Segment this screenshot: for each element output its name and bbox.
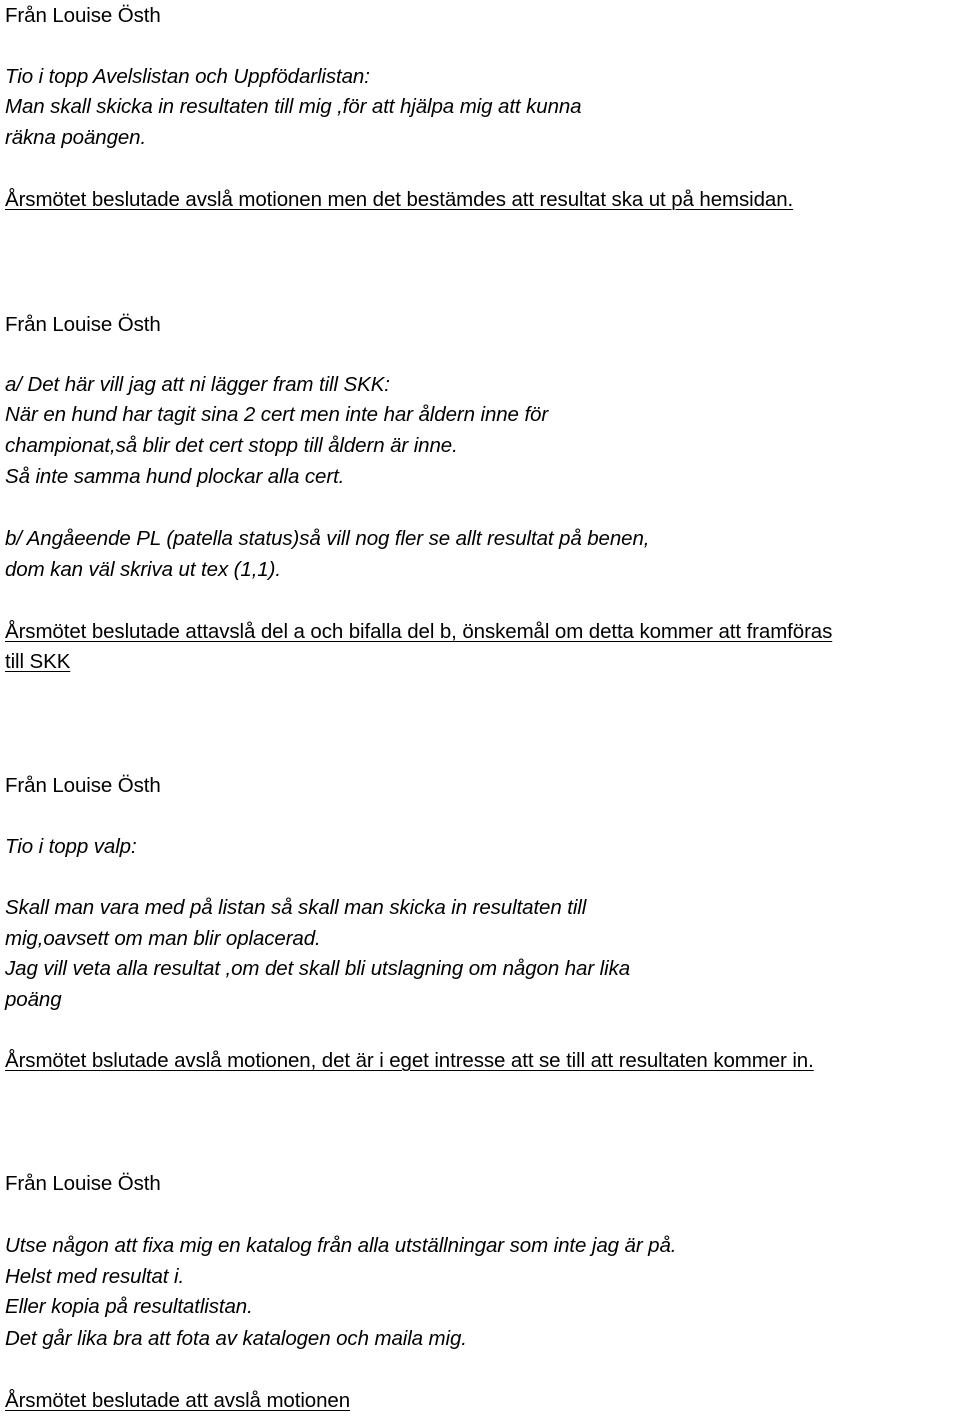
section-4-from: Från Louise Östh: [5, 1172, 161, 1195]
section-1-decision: Årsmötet beslutade avslå motionen men det bestämdes att resultat ska ut på hemsidan.: [5, 188, 794, 211]
section-2-line-1: a/ Det här vill jag att ni lägger fram till SKK:: [5, 373, 390, 396]
section-4-line-2: Helst med resultat i.: [5, 1265, 185, 1288]
section-2-line-3: championat,så blir det cert stopp till åldern är inne.: [5, 434, 458, 457]
section-4-decision: Årsmötet beslutade att avslå motionen: [5, 1389, 350, 1412]
section-3-line-1: Tio i topp valp:: [5, 835, 137, 858]
section-4-line-3: Eller kopia på resultatlistan.: [5, 1295, 253, 1318]
section-2-line-6: dom kan väl skriva ut tex (1,1).: [5, 558, 281, 581]
section-1-line-1: Tio i topp Avelslistan och Uppfödarlistan:: [5, 65, 370, 88]
section-4-line-1: Utse någon att fixa mig en katalog från alla utställningar som inte jag är på.: [5, 1234, 677, 1257]
section-2-from: Från Louise Östh: [5, 313, 161, 336]
section-3-line-2: Skall man vara med på listan så skall man skicka in resultaten till: [5, 896, 587, 919]
section-3-line-4: Jag vill veta alla resultat ,om det skall bli utslagning om någon har lika: [5, 957, 631, 980]
section-3-decision: Årsmötet bslutade avslå motionen, det är i eget intresse att se till att resultaten kommer in.: [5, 1049, 814, 1072]
section-1-line-2: Man skall skicka in resultaten till mig ,för att hjälpa mig att kunna: [5, 95, 582, 118]
section-3-line-3: mig,oavsett om man blir oplacerad.: [5, 927, 321, 950]
section-3-from: Från Louise Östh: [5, 774, 161, 797]
section-3-line-5: poäng: [5, 988, 62, 1011]
section-2-line-4: Så inte samma hund plockar alla cert.: [5, 465, 345, 488]
section-2-line-5: b/ Angåeende PL (patella status)så vill nog fler se allt resultat på benen,: [5, 527, 650, 550]
section-1-line-3: räkna poängen.: [5, 126, 147, 149]
section-2-decision-line-1: Årsmötet beslutade attavslå del a och bifalla del b, önskemål om detta kommer att framföras: [5, 620, 833, 643]
section-2-decision-line-2: till SKK: [5, 650, 71, 673]
section-4-line-4: Det går lika bra att fota av katalogen och maila mig.: [5, 1327, 467, 1350]
section-2-line-2: När en hund har tagit sina 2 cert men inte har åldern inne för: [5, 403, 549, 426]
section-1-from: Från Louise Östh: [5, 4, 161, 27]
